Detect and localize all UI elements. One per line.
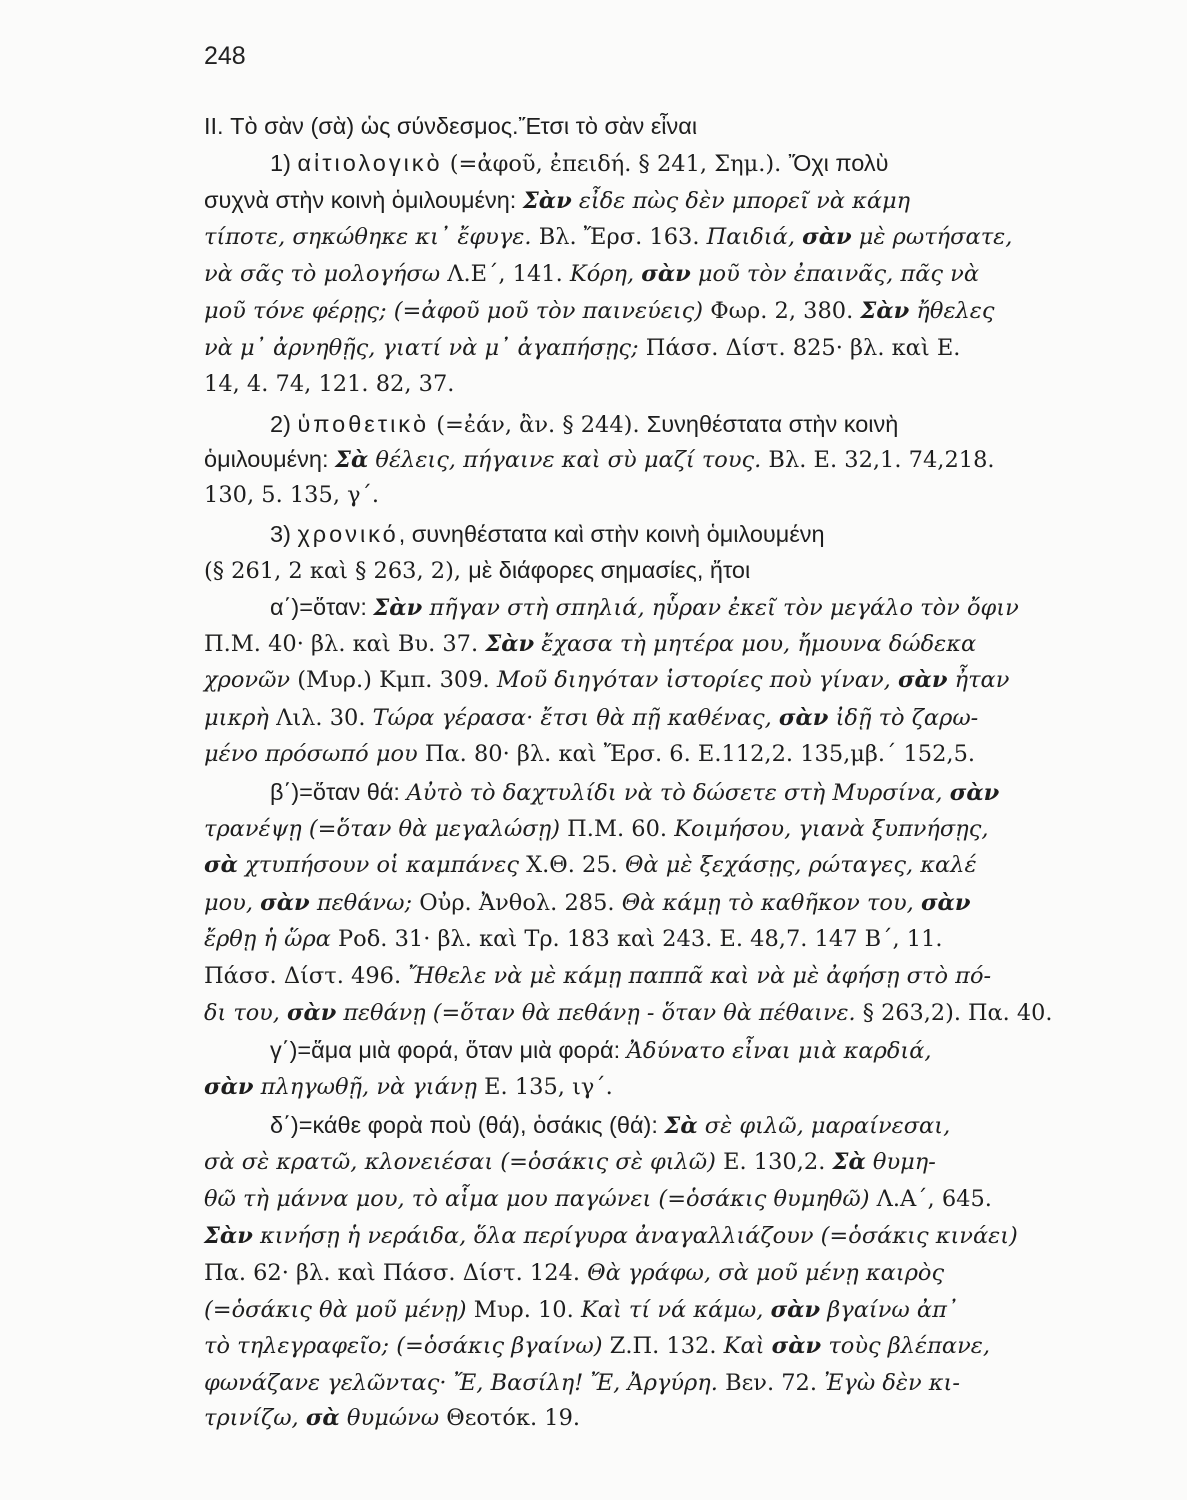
text-run: χρονικό: [297, 521, 399, 547]
text-line: [204, 222, 1012, 252]
text-run: ἔχασα τὴ μητέρα μου, ἤμουνα δώδεκα: [534, 631, 977, 657]
emphasized-keyword: Σὰν: [204, 1223, 253, 1249]
emphasized-keyword: Σὰ: [664, 1113, 698, 1139]
emphasized-keyword: σὰν: [949, 780, 1000, 806]
text-run: (=ἐάν, ἂν. § 244).: [429, 412, 647, 438]
text-run: Ἤθελε νὰ μὲ κάμῃ παππᾶ καὶ νὰ μὲ ἀφήσῃ στὸ πό-: [408, 963, 992, 989]
text-run: (§ 261, 2 καὶ § 263, 2),: [204, 558, 469, 584]
text-run: μικρὴ: [204, 705, 269, 731]
text-run: 130, 5. 135, γ΄.: [204, 482, 379, 508]
text-run: Τὸ σὰν (σὰ) ὡς σύνδεσμος.: [230, 113, 519, 139]
text-run: 2): [270, 411, 298, 437]
text-run: Πα. 62· βλ. καὶ Πάσσ. Δίστ. 124.: [204, 1260, 588, 1286]
text-run: Πάσσ. Δίστ. 496.: [204, 963, 409, 989]
text-line: [204, 1258, 944, 1288]
text-line: [204, 924, 943, 954]
text-run: Βλ. Ε. 32,1. 74,218.: [761, 447, 995, 473]
text-line: [204, 369, 454, 399]
text-run: Παιδιά,: [706, 224, 803, 250]
text-run: Λιλ. 30.: [268, 705, 373, 731]
text-line: [204, 1403, 580, 1433]
text-run: Ε. 135, ιγ΄.: [476, 1074, 613, 1100]
text-run: ἔρθῃ ἡ ὥρα: [204, 926, 331, 952]
text-run: Λ.Ε΄, 141.: [440, 261, 570, 287]
text-run: τὸ τηλεγραφεῖο; (=ὁσάκις βγαίνω): [204, 1333, 603, 1359]
text-line: [204, 444, 995, 475]
text-run: μὲ διάφορες σημασίες, ἤτοι: [468, 557, 751, 583]
text-line: [204, 739, 975, 769]
text-line: [270, 592, 1019, 623]
text-run: II.: [204, 113, 231, 139]
text-run: εἶδε πὼς δὲν μπορεῖ νὰ κάμη: [571, 188, 911, 214]
text-run: Αὐτὸ τὸ δαχτυλίδι νὰ τὸ δώσετε στὴ Μυρσίνα,: [406, 780, 950, 806]
text-run: τίποτε, σηκώθηκε κι᾽ ἔφυγε.: [204, 224, 532, 250]
text-run: , συνηθέστατα καὶ στὴν κοινὴ ὁμιλουμένη: [398, 521, 825, 547]
text-run: μὲ ρωτήσατε,: [851, 224, 1013, 250]
text-line: [204, 333, 960, 363]
text-line: [204, 888, 970, 918]
text-run: Βεν. 72.: [717, 1370, 825, 1396]
text-run: Ε. 130,2.: [715, 1149, 833, 1175]
text-run: σὲ φιλῶ, μαραίνεσαι,: [697, 1113, 951, 1139]
emphasized-keyword: σὰν: [287, 1000, 337, 1026]
text-line: [204, 1147, 936, 1177]
text-run: Πάσσ. Δίστ. 825· βλ. καὶ Ε.: [638, 335, 961, 361]
emphasized-keyword: σὰν: [920, 890, 971, 916]
text-run: πεθάνῃ (=ὅταν θὰ πεθάνῃ - ὅταν θὰ πέθαινε.: [336, 1000, 856, 1026]
text-run: (=ὁσάκις θὰ μοῦ μένῃ): [204, 1297, 467, 1323]
text-line: [204, 185, 910, 216]
text-run: Συνηθέστατα στὴν κοινὴ: [646, 411, 899, 437]
text-run: α΄)=ὅταν:: [270, 594, 374, 620]
text-run: Π.Μ. 60.: [560, 816, 675, 842]
emphasized-keyword: σὰ: [204, 852, 238, 878]
text-run: § 263,2). Πα. 40.: [855, 1000, 1053, 1026]
text-line: [270, 519, 825, 550]
text-line: [204, 998, 1052, 1028]
text-run: (Μυρ.) Κμπ. 309.: [290, 667, 497, 693]
text-run: ἰδῇ τὸ ζαρω-: [828, 705, 979, 731]
text-run: Θὰ γράφω, σὰ μοῦ μένῃ καιρὸς: [587, 1260, 945, 1286]
text-run: ἤθελες: [909, 298, 995, 324]
text-run: θῶ τὴ μάννα μου, τὸ αἷμα μου παγώνει (=ὁσάκις θυμηθῶ): [204, 1186, 870, 1212]
emphasized-keyword: Σὰν: [485, 631, 535, 657]
text-line: [204, 1331, 990, 1361]
text-line: [204, 296, 994, 326]
text-run: πεθάνω;: [309, 890, 413, 916]
text-run: 3): [270, 521, 298, 547]
emphasized-keyword: Σὰ: [335, 447, 369, 473]
text-run: Ζ.Π. 132.: [602, 1333, 724, 1359]
emphasized-keyword: σὰν: [770, 1297, 821, 1323]
text-run: ὑποθετικὸ: [297, 411, 430, 437]
text-run: Φωρ. 2, 380.: [703, 298, 861, 324]
text-line: [204, 629, 976, 659]
text-line: [270, 1035, 932, 1066]
emphasized-keyword: Σὰν: [373, 595, 423, 621]
text-line: [204, 1295, 958, 1325]
emphasized-keyword: σὰν: [771, 1333, 822, 1359]
text-line: [204, 961, 991, 991]
emphasized-keyword: Σὰ: [832, 1149, 866, 1175]
text-run: δι του,: [204, 1000, 288, 1026]
text-line: [204, 259, 979, 289]
text-run: Ὄχι πολὺ: [788, 150, 889, 176]
text-run: μου,: [204, 890, 261, 916]
text-line: [270, 1110, 950, 1141]
text-run: τρανέψῃ (=ὅταν θὰ μεγαλώσῃ): [204, 816, 561, 842]
text-run: μοῦ τόνε φέρῃς; (=ἀφοῦ μοῦ τὸν παινεύεις): [204, 298, 704, 324]
text-run: τοὺς βλέπανε,: [821, 1333, 990, 1359]
text-run: Καὶ: [723, 1333, 772, 1359]
text-line: [204, 1184, 992, 1214]
text-run: γ΄)=ἅμα μιὰ φορά, ὅταν μιὰ φορά:: [270, 1037, 627, 1063]
text-line: [270, 409, 898, 440]
text-run: Τώρα γέρασα· ἔτσι θὰ πῇ καθένας,: [372, 705, 779, 731]
text-run: 1): [270, 150, 298, 176]
text-run: χτυπήσουν οἱ καμπάνες: [237, 852, 519, 878]
text-line: [204, 555, 750, 586]
text-run: Λ.Α΄, 645.: [869, 1186, 992, 1212]
text-run: πῆγαν στὴ σπηλιά, ηὗραν ἐκεῖ τὸν μεγάλο τὸν ὄφιν: [422, 595, 1019, 621]
text-run: Μυρ. 10.: [466, 1297, 581, 1323]
text-line: [204, 1072, 613, 1102]
text-run: Κοιμήσου, γιανὰ ξυπνήσῃς,: [674, 816, 989, 842]
text-run: νὰ σᾶς τὸ μολογήσω: [204, 261, 441, 287]
text-run: Π.Μ. 40· βλ. καὶ Βυ. 37.: [204, 631, 486, 657]
emphasized-keyword: σὰν: [641, 261, 691, 287]
emphasized-keyword: σὰν: [897, 667, 948, 693]
emphasized-keyword: Σὰν: [522, 188, 572, 214]
emphasized-keyword: Σὰν: [860, 298, 910, 324]
text-run: ὁμιλουμένη:: [204, 446, 336, 472]
page-number: 248: [204, 42, 246, 70]
text-line: [204, 480, 379, 510]
text-line: [204, 1221, 1018, 1251]
text-run: Κόρη,: [569, 261, 642, 287]
text-line: [204, 850, 977, 880]
text-run: Πα. 80· βλ. καὶ Ἔρσ. 6. Ε.112,2. 135,μβ.΄ 152,5.: [417, 741, 976, 767]
text-run: 14, 4. 74, 121. 82, 37.: [204, 371, 455, 397]
emphasized-keyword: σὰ: [305, 1405, 340, 1431]
text-run: Μοῦ διηγόταν ἱστορίες ποὺ γίναν,: [496, 667, 898, 693]
emphasized-keyword: σὰν: [778, 705, 829, 731]
text-line: [204, 1368, 960, 1398]
text-run: αἰτιολογικὸ: [297, 150, 443, 176]
emphasized-keyword: σὰν: [260, 890, 310, 916]
text-run: Ἐγὼ δὲν κι-: [824, 1370, 960, 1396]
text-run: Ἀδύνατο εἶναι μιὰ καρδιά,: [626, 1038, 932, 1064]
text-run: Θὰ μὲ ξεχάσῃς, ρώταγες, καλέ: [624, 852, 977, 878]
text-run: χρονῶν: [204, 667, 291, 693]
text-run: μοῦ τὸν ἐπαινᾶς, πᾶς νὰ: [690, 261, 980, 287]
text-run: φωνάζανε γελῶντας· Ἔ, Βασίλη! Ἔ, Ἀργύρη.: [204, 1370, 718, 1396]
text-run: σὰ σὲ κρατῶ, κλονειέσαι (=ὁσάκις σὲ φιλῶ): [204, 1149, 716, 1175]
text-run: θέλεις, πήγαινε καὶ σὺ μαζί τους.: [368, 447, 762, 473]
text-run: δ΄)=κάθε φορὰ ποὺ (θά), ὁσάκις (θά):: [270, 1112, 665, 1138]
text-line: [204, 665, 1009, 695]
text-run: κινήσῃ ἡ νεράιδα, ὅλα περίγυρα ἀναγαλλιάζουν (=ὁσάκις κινάει): [252, 1223, 1018, 1249]
text-run: β΄)=ὅταν θά:: [270, 779, 407, 805]
text-run: Βλ. Ἔρσ. 163.: [531, 224, 707, 250]
emphasized-keyword: σὰν: [204, 1074, 254, 1100]
text-run: Οὐρ. Ἀνθολ. 285.: [412, 890, 622, 916]
emphasized-keyword: σὰν: [802, 224, 852, 250]
text-run: βγαίνω ἀπ᾽: [820, 1297, 959, 1323]
text-run: Καὶ τί νά κάμω,: [580, 1297, 771, 1323]
text-line: [204, 111, 697, 142]
text-run: θυμώνω: [339, 1405, 440, 1431]
text-line: [270, 777, 999, 808]
text-run: Θὰ κάμῃ τὸ καθῆκον του,: [621, 890, 921, 916]
text-run: Ἔτσι τὸ σὰν εἶναι: [518, 113, 698, 139]
text-run: Χ.Θ. 25.: [518, 852, 625, 878]
text-run: μένο πρόσωπό μου: [204, 741, 418, 767]
text-run: Θεοτόκ. 19.: [439, 1405, 581, 1431]
text-run: θυμη-: [865, 1149, 936, 1175]
text-run: Ροδ. 31· βλ. καὶ Τρ. 183 καὶ 243. Ε. 48,7. 147 Β΄, 11.: [330, 926, 943, 952]
text-run: τρινίζω,: [204, 1405, 306, 1431]
text-run: συχνὰ στὴν κοινὴ ὁμιλουμένη:: [204, 187, 523, 213]
text-run: (=ἀφοῦ, ἐπειδή. § 241, Σημ.).: [442, 151, 789, 177]
text-line: [204, 703, 978, 733]
text-line: [270, 148, 889, 179]
text-line: [204, 814, 988, 844]
text-run: ἦταν: [947, 667, 1010, 693]
text-run: νὰ μ᾽ ἀρνηθῇς, γιατί νὰ μ᾽ ἀγαπήσῃς;: [204, 335, 639, 361]
text-run: πληγωθῇ, νὰ γιάνῃ: [253, 1074, 477, 1100]
